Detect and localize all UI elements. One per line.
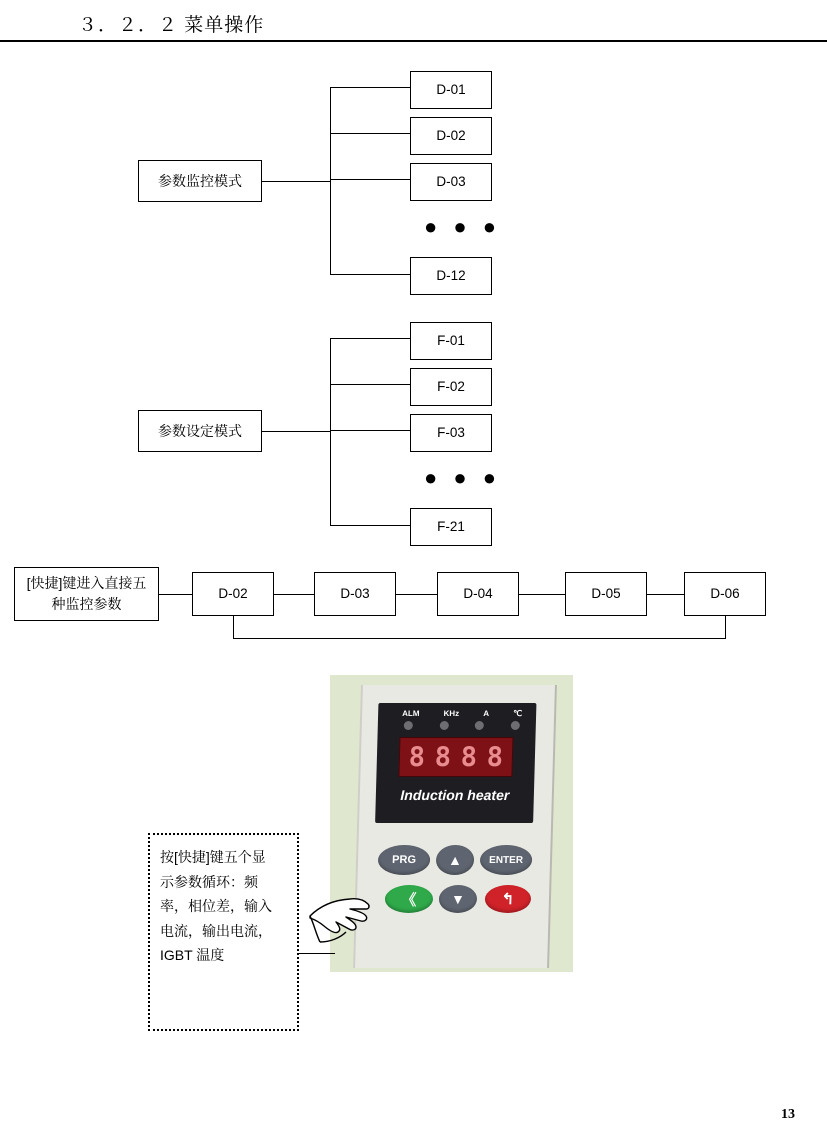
led-indicator-a: [475, 721, 484, 730]
node-chain-d-03-label: D-03: [340, 585, 370, 601]
led-indicator-row: [404, 721, 520, 730]
display-digit-3: 8: [460, 741, 478, 773]
connector-chain-loop-left: [233, 616, 234, 638]
node-monitor-mode: [138, 160, 262, 202]
enter-button[interactable]: ENTER: [480, 845, 533, 875]
node-chain-d-04: [437, 572, 519, 616]
node-chain-d-04-label: D-04: [463, 585, 493, 601]
node-f-01: [410, 322, 492, 360]
node-d-03: [410, 163, 492, 201]
connector-chain-4: [647, 594, 684, 595]
led-indicator-khz: [439, 721, 448, 730]
connector-setting-trunk: [262, 431, 330, 432]
down-arrow-button[interactable]: ▼: [439, 885, 478, 913]
page-header: [0, 0, 827, 46]
display-digit-4: 8: [486, 741, 504, 773]
led-label-degc: ℃: [513, 709, 523, 718]
node-shortcut-description: [14, 567, 159, 621]
setting-ellipsis: ● ● ●: [424, 465, 502, 490]
prg-button[interactable]: PRG: [378, 845, 431, 875]
node-d-02: [410, 117, 492, 155]
display-digit-1: 8: [408, 741, 426, 773]
display-digit-2: 8: [434, 741, 452, 773]
callout-line-1: 按[快捷]键五个显: [160, 849, 266, 865]
node-d-02-label: D-02: [436, 127, 466, 143]
connector-monitor-bus: [330, 87, 331, 275]
node-f-02: [410, 368, 492, 406]
connector-setting-bus: [330, 338, 331, 526]
device-keypad: [372, 845, 535, 935]
node-d-03-label: D-03: [436, 173, 466, 189]
led-label-alm: ALM: [402, 709, 420, 718]
led-label-a: A: [483, 709, 490, 718]
node-setting-mode: [138, 410, 262, 452]
node-setting-mode-label: 参数设定模式: [158, 422, 242, 439]
device-photo: [330, 675, 573, 972]
monitor-ellipsis: ● ● ●: [424, 214, 502, 239]
connector-setting-branch-1: [330, 338, 410, 339]
node-f-21-label: F-21: [437, 518, 465, 534]
led-label-row: [402, 709, 522, 718]
shortcut-button[interactable]: 《: [385, 885, 434, 913]
led-label-khz: KHz: [443, 709, 460, 718]
led-indicator-alm: [404, 721, 413, 730]
node-f-02-label: F-02: [437, 378, 465, 394]
device-brand-label: Induction heater: [400, 787, 510, 803]
node-d-12-label: D-12: [436, 267, 466, 283]
node-f-21: [410, 508, 492, 546]
connector-chain-loop-right: [725, 616, 726, 638]
node-d-01: [410, 71, 492, 109]
device-display-area: [375, 703, 536, 823]
connector-monitor-branch-2: [330, 133, 410, 134]
led-indicator-degc: [511, 721, 520, 730]
node-chain-d-03: [314, 572, 396, 616]
page-number: 13: [781, 1107, 795, 1122]
device-panel: [353, 685, 557, 968]
node-d-01-label: D-01: [436, 81, 466, 97]
node-f-01-label: F-01: [437, 332, 465, 348]
back-button[interactable]: ↰: [485, 885, 532, 913]
callout-line-2: 示参数循环：频: [160, 873, 258, 890]
callout-leader-line: [299, 953, 335, 954]
connector-chain-1: [274, 594, 314, 595]
node-d-12: [410, 257, 492, 295]
callout-line-3: 率，相位差，输入: [160, 898, 272, 914]
callout-line-5: IGBT 温度: [160, 947, 225, 963]
connector-monitor-branch-3: [330, 179, 410, 180]
connector-setting-branch-4: [330, 525, 410, 526]
seven-segment-display: [398, 737, 513, 777]
callout-line-4: 电流，输出电流，: [160, 922, 272, 939]
connector-chain-0: [159, 594, 192, 595]
connector-monitor-branch-4: [330, 274, 410, 275]
node-chain-d-06-label: D-06: [710, 585, 740, 601]
header-divider: [0, 40, 827, 42]
node-chain-d-05: [565, 572, 647, 616]
page-title: ３．２．２ 菜单操作: [78, 15, 265, 36]
node-chain-d-06: [684, 572, 766, 616]
node-chain-d-02-label: D-02: [218, 585, 248, 601]
node-f-03: [410, 414, 492, 452]
node-chain-d-02: [192, 572, 274, 616]
node-chain-d-05-label: D-05: [591, 585, 621, 601]
connector-chain-3: [519, 594, 565, 595]
connector-monitor-branch-1: [330, 87, 410, 88]
connector-chain-2: [396, 594, 437, 595]
node-shortcut-description-label: [快捷]键进入直接五种监控参数: [26, 575, 147, 612]
node-f-03-label: F-03: [437, 424, 465, 440]
up-arrow-button[interactable]: ▲: [436, 845, 475, 875]
callout-shortcut-note: [148, 833, 299, 1031]
connector-chain-loop-bottom: [233, 638, 726, 639]
connector-setting-branch-2: [330, 384, 410, 385]
connector-setting-branch-3: [330, 430, 410, 431]
connector-monitor-trunk: [262, 181, 330, 182]
node-monitor-mode-label: 参数监控模式: [158, 172, 242, 189]
